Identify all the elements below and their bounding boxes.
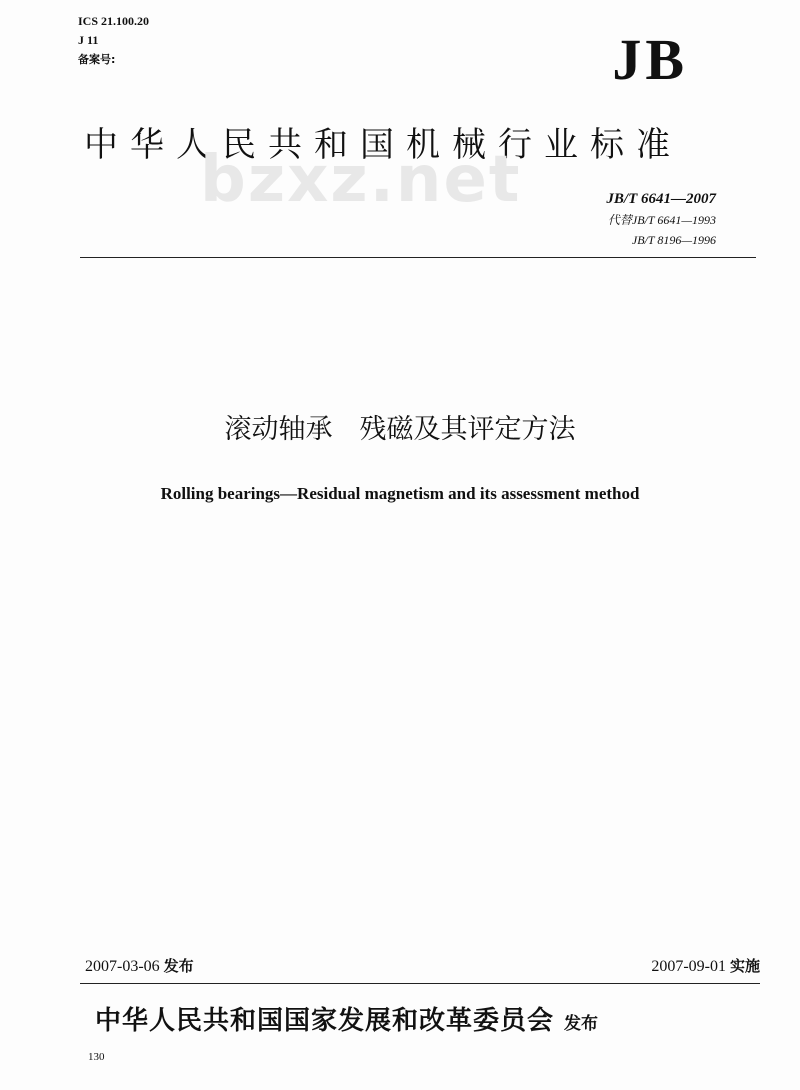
issue-label: 发布: [163, 957, 194, 975]
class-code: J 11: [78, 33, 99, 47]
jb-logo: JB: [612, 27, 688, 92]
replaces-standard-2: JB/T 8196—1996: [631, 233, 716, 247]
classification-codes: [78, 12, 149, 69]
footer-divider: [80, 983, 760, 984]
implementation-date: 2007-09-01: [651, 958, 726, 975]
publisher-block: [95, 1003, 598, 1042]
watermark: bzxz.net: [200, 143, 522, 217]
issue-date: 2007-03-06: [85, 958, 160, 975]
publisher-suffix: 发布: [564, 1014, 599, 1034]
publisher-name: 中华人民共和国国家发展和改革委员会: [95, 1006, 555, 1036]
ics-code: ICS 21.100.20: [78, 14, 150, 28]
page-number: 130: [88, 1051, 105, 1063]
implementation-date-block: [651, 955, 760, 978]
record-number-label: 备案号:: [78, 53, 116, 66]
issue-date-block: [85, 955, 194, 978]
standard-number: JB/T 6641—2007: [606, 191, 716, 207]
standard-number-block: [606, 188, 716, 250]
standard-category-title: 中华人民共和国机械行业标准: [84, 125, 682, 165]
header-divider: [80, 257, 756, 258]
implementation-label: 实施: [729, 957, 760, 975]
document-title-english: Rolling bearings—Residual magnetism and its assessment method: [160, 484, 640, 503]
document-title-chinese: 滚动轴承 残磁及其评定方法: [224, 414, 576, 445]
replaces-standard-1: 代替JB/T 6641—1993: [607, 213, 716, 227]
